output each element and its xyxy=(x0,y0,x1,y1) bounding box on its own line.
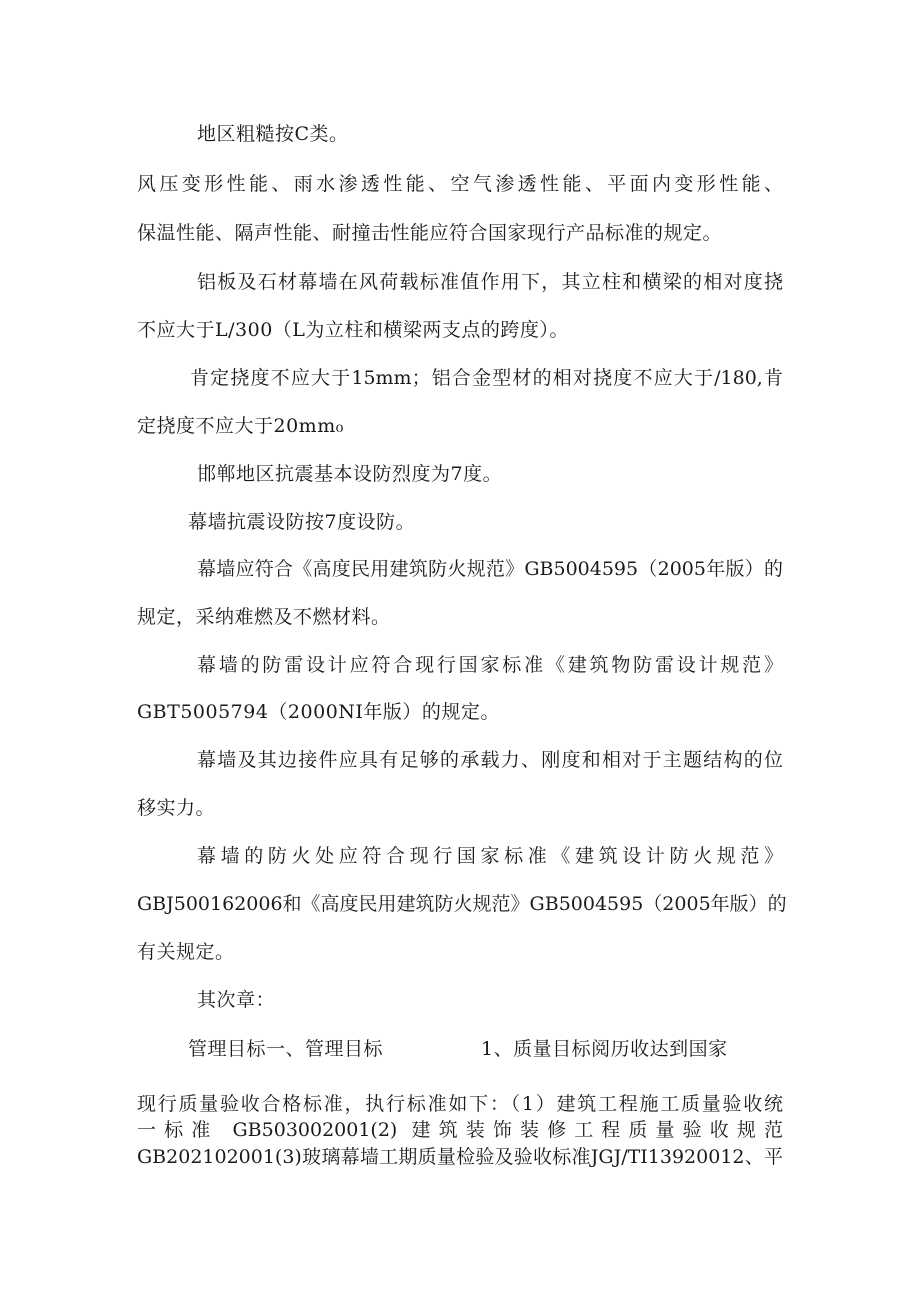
chapter-heading: 其次章： xyxy=(197,989,276,1011)
paragraph-line: 保温性能、隔声性能、耐撞击性能应符合国家现行产品标准的规定。 xyxy=(137,222,723,244)
paragraph-line: 定挠度不应大于20mm₀ xyxy=(137,415,344,437)
paragraph-line: 幕墙抗震设防按7度设防。 xyxy=(188,511,416,533)
paragraph-line: 规定，采纳难燃及不燃材料。 xyxy=(137,606,391,628)
paragraph-line: 一标准 GB503002001(2) 建筑装饰装修工程质量验收规范 xyxy=(137,1119,783,1141)
paragraph-line: 不应大于L/300（L为立柱和横梁两支点的跨度）。 xyxy=(137,319,569,341)
paragraph-line: 现行质量验收合格标准，执行标准如下：（1）建筑工程施工质量验收统 xyxy=(137,1093,783,1115)
paragraph-line: GBT5005794（2000NI年版）的规定。 xyxy=(137,701,500,723)
paragraph-line: 邯郸地区抗震基本设防烈度为7度。 xyxy=(197,463,503,485)
paragraph-line: 肯定挠度不应大于15mm；铝合金型材的相对挠度不应大于/180,肯 xyxy=(190,367,783,389)
paragraph-line: GBJ500162006和《高度民用建筑防火规范》GB5004595（2005年版）的 xyxy=(137,893,787,915)
paragraph-line: 幕墙应符合《高度民用建筑防火规范》GB5004595（2005年版）的 xyxy=(197,558,783,580)
section-heading-item: 1、质量目标阅历收达到国家 xyxy=(481,1038,728,1060)
paragraph-line: 有关规定。 xyxy=(137,941,235,963)
paragraph-line: 幕墙及其边接件应具有足够的承载力、刚度和相对于主题结构的位 xyxy=(197,749,783,771)
paragraph-line: 铝板及石材幕墙在风荷载标准值作用下，其立柱和横梁的相对度挠 xyxy=(197,271,783,293)
paragraph-line: 幕墙的防雷设计应符合现行国家标准《建筑物防雷设计规范》 xyxy=(197,654,783,676)
paragraph-line: GB202102001(3)玻璃幕墙工期质量检验及验收标准JGJ/TI13920012、平 xyxy=(137,1146,783,1168)
paragraph-line: 地区粗糙按C类。 xyxy=(197,123,349,145)
paragraph-line: 移实力。 xyxy=(137,797,216,819)
paragraph-line: 幕墙的防火处应符合现行国家标准《建筑设计防火规范》 xyxy=(197,845,783,867)
paragraph-line: 风压变形性能、雨水渗透性能、空气渗透性能、平面内变形性能、 xyxy=(137,173,783,195)
section-heading: 管理目标一、管理目标 xyxy=(188,1038,384,1060)
